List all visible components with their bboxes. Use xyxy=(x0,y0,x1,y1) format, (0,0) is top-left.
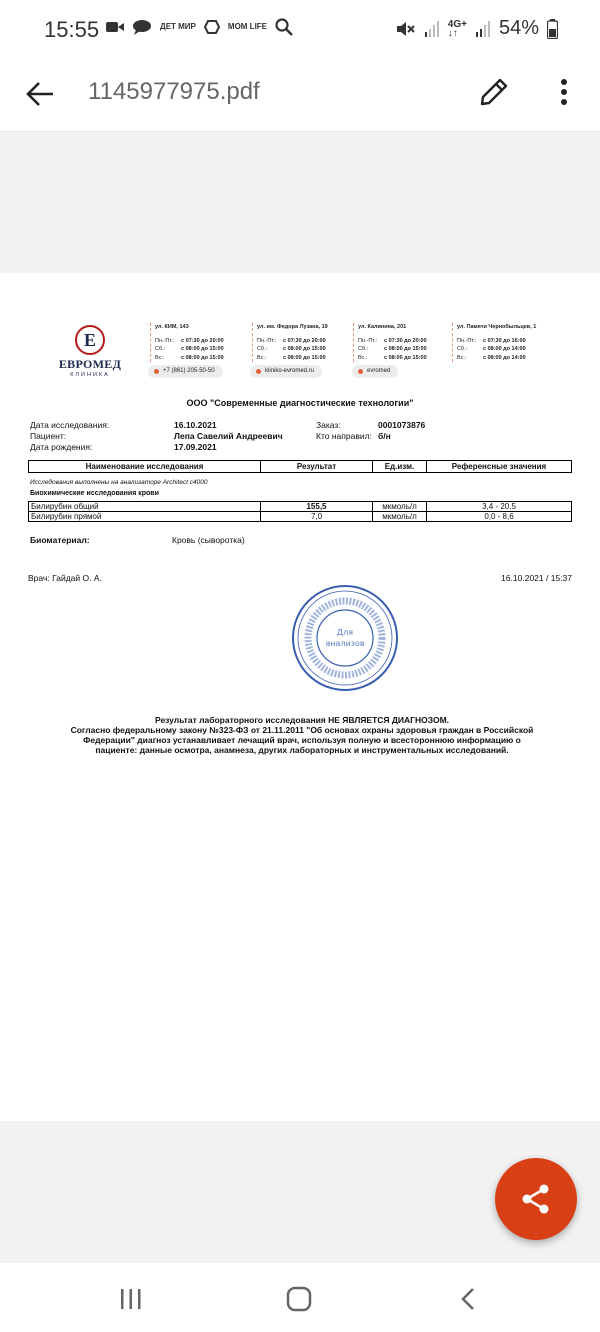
document-title: 1145977975.pdf xyxy=(88,78,260,105)
detmir-icon: ДЕТ МИР xyxy=(160,22,196,31)
biomaterial-label: Биоматериал: xyxy=(30,535,90,545)
label-order: Заказ: xyxy=(316,420,341,430)
row-reference: 3,4 - 20,5 xyxy=(427,502,572,512)
logo-name: ЕВРОМЕД xyxy=(58,357,122,371)
navigation-bar xyxy=(0,1263,600,1332)
label-patient: Пациент: xyxy=(30,431,67,441)
edit-button[interactable] xyxy=(476,74,512,110)
label-referred-by: Кто направил: xyxy=(316,431,372,441)
more-vert-icon xyxy=(552,74,576,110)
doctor-name: Врач: Гайдай О. А. xyxy=(28,573,102,583)
results-table xyxy=(28,501,572,522)
branch-1: ул. КИМ, 143 Пн.-Пт.: с 07:30 до 20:00 Сб.: с 08:00 до 15:00 Вс.: с 08:00 до 15:00 xyxy=(150,323,246,362)
value-birth-date: 17.09.2021 xyxy=(174,442,217,452)
battery-icon xyxy=(547,19,558,39)
network-type: 4G+ ↓↑ xyxy=(447,18,467,39)
site-pill: kliniko-evromed.ru xyxy=(250,365,322,378)
momlife-icon: MOM LIFE xyxy=(227,22,268,31)
value-referred-by: б/н xyxy=(378,431,391,441)
section-title: Биохимические исследования крови xyxy=(30,490,159,497)
disclaimer: Результат лабораторного исследования НЕ ЯВЛЯЕТСЯ ДИАГНОЗОМ. Согласно федеральному закону №323-ФЗ от 21.11.2011 "Об основах охраны здоровья граждан в Российской Федерации" диагноз устанавливает лечащий врач, используя полную и всестороннюю информацию о пациенте: данные осмотра, анамнеза, других лабораторных и инструментальных исследований. xyxy=(70,715,534,755)
instagram-icon xyxy=(358,369,363,374)
share-icon xyxy=(519,1182,553,1216)
home-icon xyxy=(285,1285,315,1313)
app-bar xyxy=(0,62,600,132)
label-birth-date: Дата рождения: xyxy=(30,442,93,452)
share-button[interactable] xyxy=(495,1158,577,1240)
globe-icon xyxy=(256,369,261,374)
status-bar xyxy=(0,0,600,62)
biomaterial-value: Кровь (сыворотка) xyxy=(172,535,245,545)
instagram-pill: evromed xyxy=(352,365,398,378)
header-name: Наименование исследования xyxy=(29,461,261,473)
logo-subtitle: КЛИНИКА xyxy=(70,372,110,378)
svg-text:Для: Для xyxy=(336,628,354,637)
hexagon-icon xyxy=(204,20,220,34)
phone-icon xyxy=(154,369,159,374)
row-reference: 0,0 - 8,6 xyxy=(427,512,572,522)
seal-stamp xyxy=(290,583,400,693)
back-button[interactable] xyxy=(24,76,60,112)
row-name: Билирубин прямой xyxy=(29,512,261,522)
pdf-viewer[interactable] xyxy=(0,133,600,1263)
branch-3: ул. Калинина, 201 Пн.-Пт.: с 07:30 до 20:00 Сб.: с 08:00 до 15:00 Вс.: с 08:00 до 15:00 xyxy=(353,323,449,362)
phone-pill: +7 (861) 205-50-50 xyxy=(148,365,223,378)
status-time: 15:55 xyxy=(44,17,100,42)
back-nav-button[interactable] xyxy=(455,1285,485,1313)
more-options-button[interactable] xyxy=(552,74,576,110)
report-datetime: 16.10.2021 / 15:37 xyxy=(501,573,572,583)
arrow-back-icon xyxy=(24,76,60,112)
value-study-date: 16.10.2021 xyxy=(174,420,217,430)
signal-2-icon xyxy=(475,21,491,37)
search-icon xyxy=(275,18,293,36)
logo-emblem: Е xyxy=(75,325,105,355)
battery-percent: 54% xyxy=(498,17,539,39)
chat-bubble-icon xyxy=(132,19,152,35)
value-patient: Лепа Савелий Андреевич xyxy=(174,431,283,441)
signal-1-icon xyxy=(424,21,440,37)
row-result: 155,5 xyxy=(261,502,373,512)
pdf-page xyxy=(0,273,600,1121)
mute-icon xyxy=(396,20,416,38)
recent-apps-button[interactable] xyxy=(116,1285,146,1313)
table-row xyxy=(29,512,572,522)
header-result: Результат xyxy=(261,461,373,473)
row-unit: мкмоль/л xyxy=(373,502,427,512)
results-header-table xyxy=(28,460,572,473)
header-unit: Ед.изм. xyxy=(373,461,427,473)
chevron-left-icon xyxy=(455,1285,485,1313)
status-system-icons xyxy=(396,17,558,40)
status-notification-icons xyxy=(106,18,293,36)
table-row xyxy=(29,502,572,512)
organization-name: ООО "Современные диагностические технологии" xyxy=(186,398,414,408)
recent-apps-icon xyxy=(116,1285,146,1313)
row-name: Билирубин общий xyxy=(29,502,261,512)
row-unit: мкмоль/л xyxy=(373,512,427,522)
video-camera-icon xyxy=(106,20,124,34)
value-order: 0001073876 xyxy=(378,420,426,430)
clinic-logo xyxy=(52,325,128,378)
row-result: 7,0 xyxy=(261,512,373,522)
branch-4: ул. Памяти Чернобыльцев, 1 Пн.-Пт.: с 07:30 до 16:00 Сб.: с 08:00 до 14:00 Вс.: с 08:00 до 14:00 xyxy=(452,323,552,362)
pencil-icon xyxy=(476,74,512,110)
svg-text:анализов: анализов xyxy=(325,639,365,648)
header-reference: Референсные значения xyxy=(427,461,572,473)
analyzer-note: Исследования выполнены на анализаторе Architect c4000 xyxy=(30,479,208,486)
label-study-date: Дата исследования: xyxy=(30,420,110,430)
home-button[interactable] xyxy=(285,1285,315,1313)
branch-2: ул. им. Федора Лузана, 19 Пн.-Пт.: с 07:30 до 20:00 Сб.: с 08:00 до 15:00 Вс.: с 08:00 до 15:00 xyxy=(252,323,348,362)
